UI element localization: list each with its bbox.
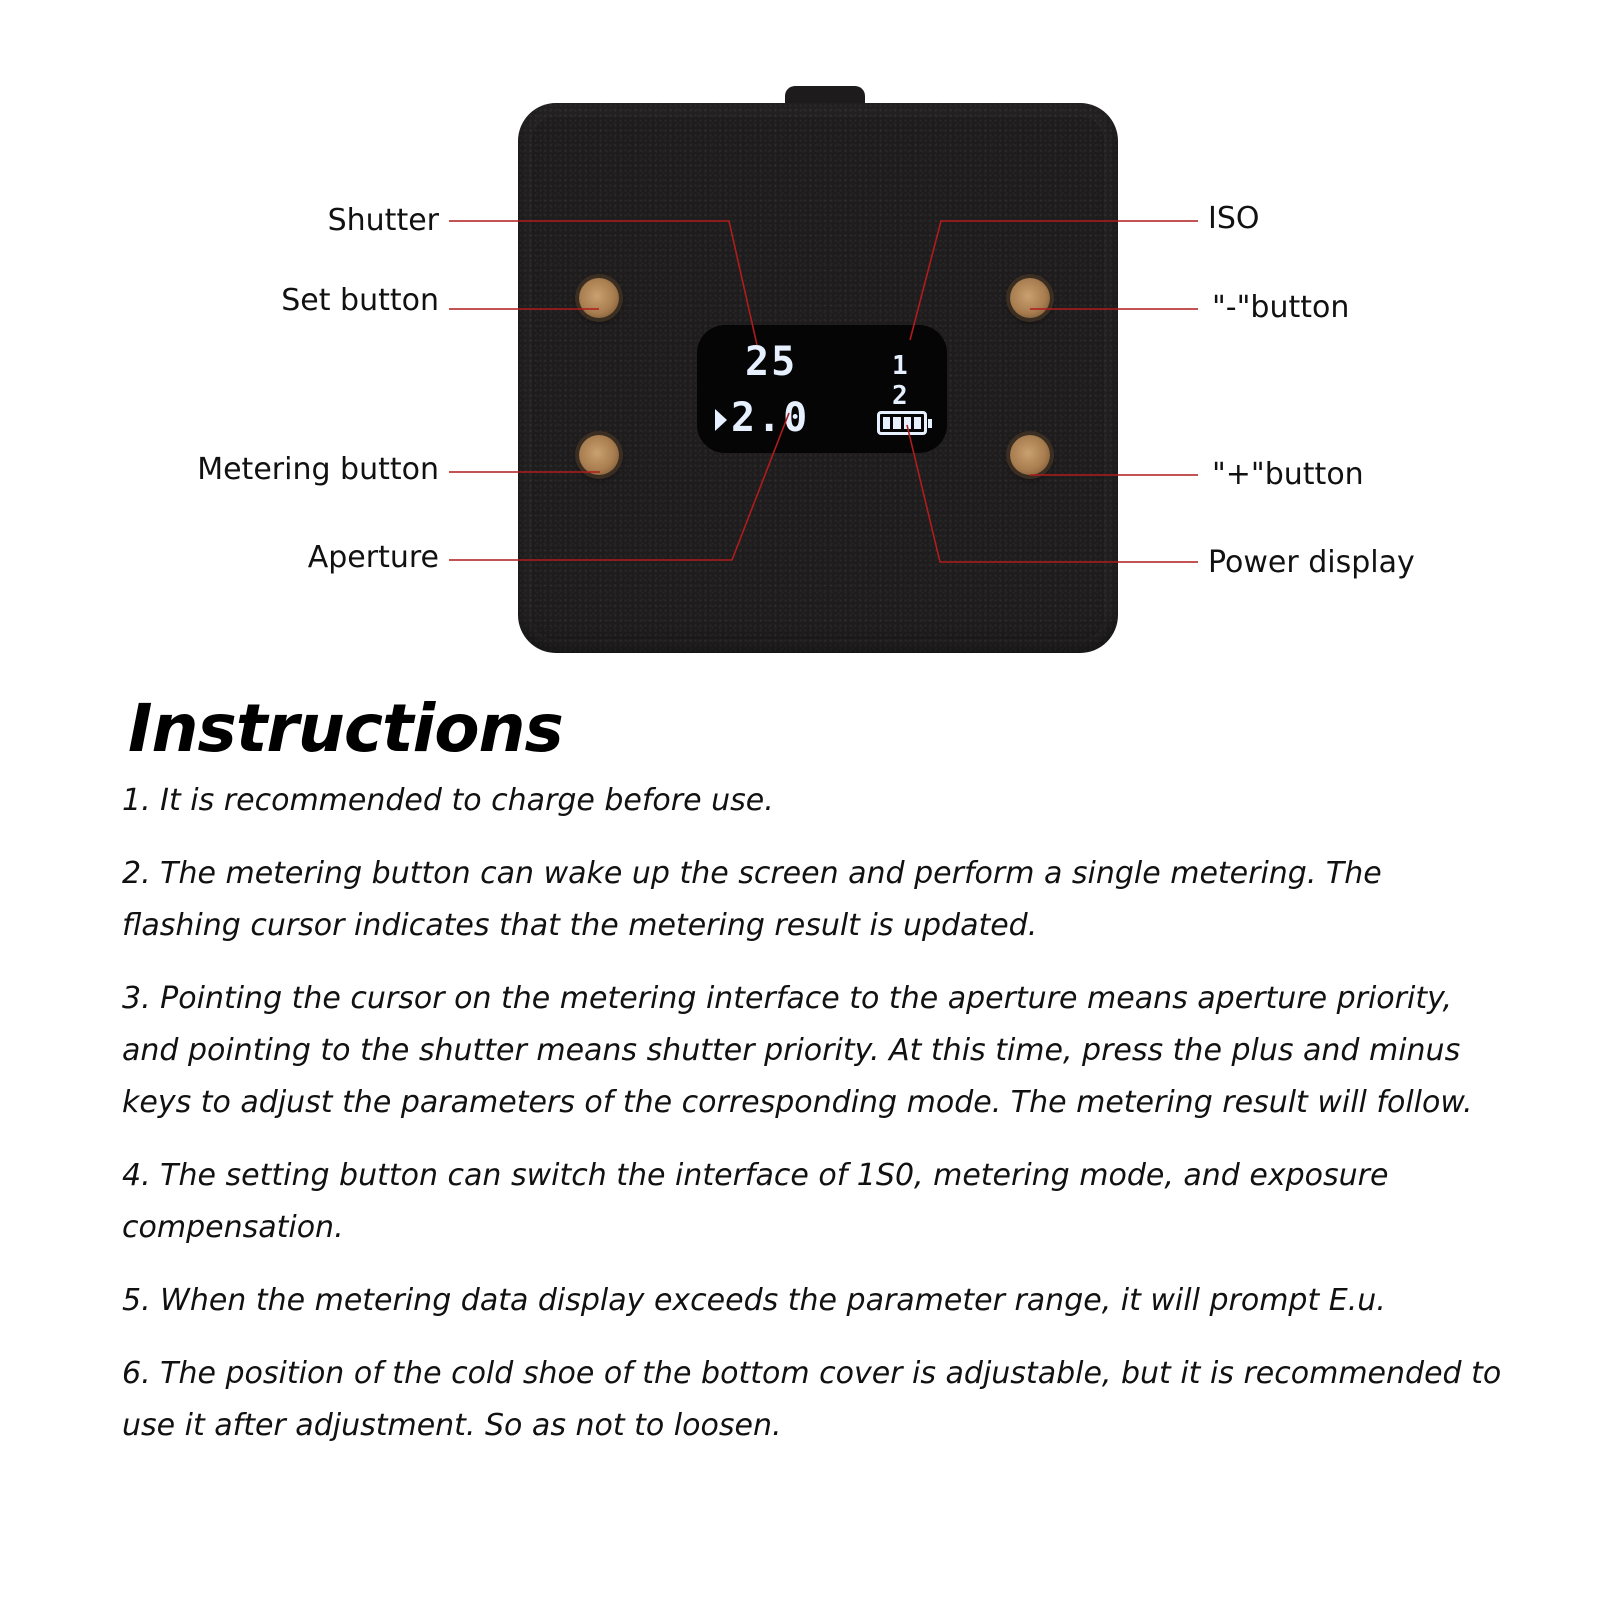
callout-shutter: Shutter	[327, 203, 439, 238]
instructions-title: Instructions	[128, 690, 563, 767]
screen-iso-value: 1 2	[892, 351, 914, 411]
instructions-list	[122, 775, 1502, 1473]
callout-set-button: Set button	[281, 283, 439, 318]
instruction-step-6: 6. The position of the cold shoe of the bottom cover is adjustable, but it is recommended to use it after adjustment. So as not to loosen.	[122, 1356, 1502, 1443]
callout-lines	[0, 0, 1601, 700]
screen-aperture-value: 2.0	[731, 395, 810, 441]
callout-metering-button: Metering button	[197, 452, 439, 487]
screen-shutter-value: 25	[745, 339, 798, 385]
callout-iso: ISO	[1208, 201, 1260, 236]
callout-power-display: Power display	[1208, 545, 1415, 580]
instruction-step-5: 5. When the metering data display exceeds the parameter range, it will prompt E.u.	[122, 1283, 1386, 1318]
callout-plus-button: "+"button	[1212, 457, 1364, 492]
instruction-step-1: 1. It is recommended to charge before use.	[122, 783, 774, 818]
callout-aperture: Aperture	[307, 540, 439, 575]
instruction-step-2: 2. The metering button can wake up the screen and perform a single metering. The flashing cursor indicates that the metering result is updated.	[122, 856, 1382, 943]
callout-minus-button: "-"button	[1212, 290, 1350, 325]
instruction-step-3: 3. Pointing the cursor on the metering interface to the aperture means aperture priority, and pointing to the shutter means shutter priority. At this time, press the plus and minus keys to adjust the parameters of the corresponding mode. The metering result will follow.	[122, 981, 1473, 1120]
instruction-step-4: 4. The setting button can switch the interface of 1S0, metering mode, and exposure compensation.	[122, 1158, 1389, 1245]
